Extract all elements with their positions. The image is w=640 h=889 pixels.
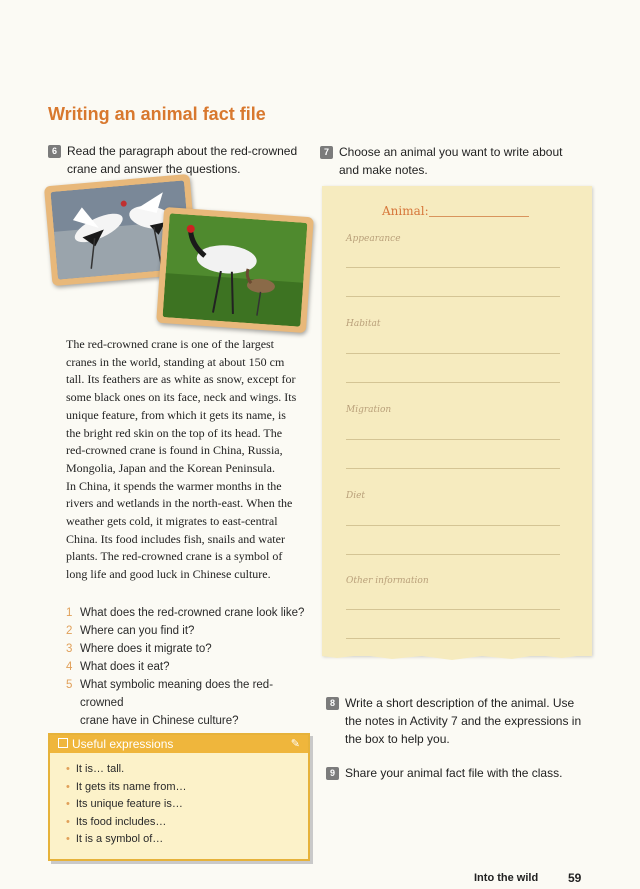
instruction-line: the box to help you. [345,732,450,746]
instruction-line: Share your animal fact file with the class. [345,766,563,780]
paragraph-line: the bright red skin on the top of its head. The [66,425,283,440]
activity-number-badge: 9 [326,767,339,780]
question-item [66,658,316,676]
page-number: 59 [568,871,582,885]
instruction-line: Read the paragraph about the red-crowned [67,144,298,158]
paragraph-line: tall. Its feathers are as white as snow, except for [66,372,296,387]
animal-label: Animal: [382,204,429,218]
expression-item: • It is… tall. [66,761,308,779]
question-item [66,640,316,658]
paragraph-line: red-crowned crane is found in China, Russia, [66,443,283,458]
note-line[interactable] [346,353,560,354]
instruction-line: crane and answer the questions. [67,162,241,176]
question-number: 5 [66,679,73,691]
note-line[interactable] [346,382,560,383]
note-line[interactable] [346,554,560,555]
expression-list [50,761,308,849]
animal-name-field[interactable] [429,216,529,217]
instruction-line: Choose an animal you want to write about [339,145,563,159]
pencil-icon: ✎ [290,738,300,750]
paragraph-line: Mongolia, Japan and the Korean Peninsula. [66,460,275,475]
paragraph-line: weather gets cold, it migrates to east-central [66,514,278,529]
paragraph-line: unique feature, from which it gets its name, is [66,407,286,422]
activity-7-instruction [320,143,600,179]
question-text: Where does it migrate to? [80,643,212,655]
paragraph-line: plants. The red-crowned crane is a symbol of [66,549,283,564]
expression-item: • It is a symbol of… [66,831,308,849]
note-line[interactable] [346,267,560,268]
question-number: 3 [66,643,73,655]
paragraph-line: rivers and wetlands in the north-east. When the [66,496,293,511]
note-line[interactable] [346,638,560,639]
instruction-line: and make notes. [339,163,428,177]
instruction-line: Write a short description of the animal. Use [345,696,575,710]
note-line[interactable] [346,525,560,526]
expression-item: • Its food includes… [66,814,308,832]
useful-expressions-box [48,733,310,861]
question-item [66,604,316,622]
crane-paragraph [66,336,306,584]
question-number: 2 [66,625,73,637]
note-line[interactable] [346,468,560,469]
paragraph-line: The red-crowned crane is one of the largest [66,337,275,351]
crane-photo-grass [156,207,314,333]
field-label-other-information: Other information [346,576,429,586]
note-line[interactable] [346,439,560,440]
useful-expressions-header [50,735,308,753]
expression-item: • It gets its name from… [66,779,308,797]
instruction-line: the notes in Activity 7 and the expressions in [345,714,582,728]
paragraph-line: China. Its food includes fish, snails and water [66,531,285,546]
question-list [66,604,316,730]
question-text: What does the red-crowned crane look like? [80,607,305,619]
field-label-appearance: Appearance [346,234,401,244]
useful-expressions-title: Useful expressions [72,737,174,751]
question-item [66,676,316,730]
field-label-habitat: Habitat [346,319,381,329]
note-line[interactable] [346,609,560,610]
torn-edge-decoration [322,650,592,662]
note-card [322,186,592,656]
activity-9-instruction [326,764,616,782]
paragraph-line: some black ones on its face, neck and wings. Its [66,390,297,405]
expression-item: • Its unique feature is… [66,796,308,814]
field-label-diet: Diet [346,491,366,501]
activity-6-instruction [48,142,318,178]
checkbox-square-icon [58,738,68,748]
field-label-migration: Migration [346,405,392,415]
question-text: Where can you find it? [80,625,195,637]
activity-number-badge: 6 [48,145,61,158]
note-line[interactable] [346,296,560,297]
activity-8-instruction [326,694,616,748]
footer-unit-title: Into the wild [474,872,539,884]
activity-number-badge: 7 [320,146,333,159]
page-title: Writing an animal fact file [48,104,266,124]
paragraph-line: In China, it spends the warmer months in the [66,478,282,493]
question-text: crane have in Chinese culture? [80,715,239,727]
question-text: What does it eat? [80,661,170,673]
question-number: 4 [66,661,73,673]
question-number: 1 [66,607,73,619]
paragraph-line: cranes in the world, standing at about 150 cm [66,354,285,369]
question-item [66,622,316,640]
activity-number-badge: 8 [326,697,339,710]
question-text: What symbolic meaning does the red-crowned [80,679,274,709]
paragraph-line: long life and good luck in Chinese culture. [66,567,271,582]
